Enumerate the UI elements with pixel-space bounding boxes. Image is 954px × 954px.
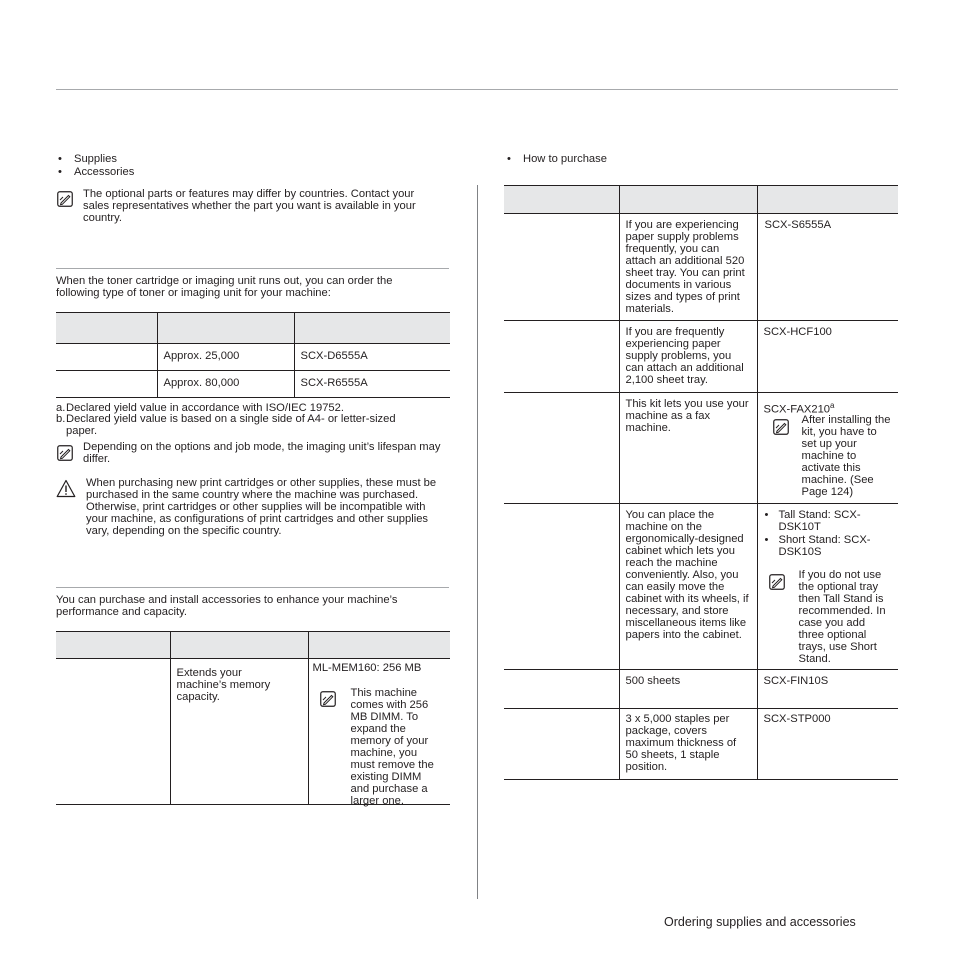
table-row xyxy=(504,321,898,393)
part-cell: SCX-R6555A xyxy=(300,377,368,389)
memory-desc: Extends your machine’s memory capacity. xyxy=(176,667,271,703)
supplies-intro: When the toner cartridge or imaging unit runs out, you can order the following type of toner or imaging unit for your machine: xyxy=(56,275,393,299)
list-item: Short Stand: SCX-DSK10S xyxy=(778,534,871,558)
footer-title: Ordering supplies and accessories xyxy=(664,915,856,929)
option-desc: 3 x 5,000 staples per package, covers maximum thickness of 50 sheets, 1 staple position. xyxy=(625,713,737,773)
footnote-a: Declared yield value in accordance with ISO/IEC 19752. xyxy=(66,402,344,414)
option-part: SCX-FAX210 xyxy=(763,403,831,416)
stand-note: If you do not use the optional tray then Tall Stand is recommended. In case you add three optional trays, use Short Stand. xyxy=(798,569,886,665)
option-desc: 500 sheets xyxy=(625,675,681,687)
footnote-b-mark: b. xyxy=(56,413,66,425)
option-desc: If you are frequently experiencing paper supply problems, you can attach an additional 2,100 sheet tray. xyxy=(625,326,744,386)
supplies-table xyxy=(56,312,450,398)
note-pencil-icon xyxy=(57,191,73,207)
note-lifespan: Depending on the options and job mode, the imaging unit’s lifespan may differ. xyxy=(83,441,441,465)
note-pencil-icon xyxy=(773,419,789,435)
table-row xyxy=(504,214,898,321)
table-row xyxy=(56,371,450,398)
option-desc: This kit lets you use your machine as a fax machine. xyxy=(625,398,749,434)
option-desc: You can place the machine on the ergonomically-designed cabinet which lets you reach the machine conveniently. Also, you can easily move the cabinet with its wheels, if necessary, and store miscellaneous items like papers into the cabinet. xyxy=(625,509,749,641)
note-pencil-icon xyxy=(57,445,73,461)
table-row: You can place the machine on the ergonomically-designed cabinet which lets you reach the machine conveniently. Also, you can easily move the cabinet with its wheels, if necessary, and store miscellaneous items like papers into the cabinet. Tall Stand: SCX-DSK10T • Short Stand: SCX-DSK10S • If you do not use the optional tray then Tall Stand is recommended. In case you add three optional trays, use Short Stand. xyxy=(504,504,898,670)
note-pencil-icon xyxy=(320,691,336,707)
table-row xyxy=(504,670,898,709)
bullet-accessories: • Accessories xyxy=(74,166,134,179)
bullet-how-to-purchase: • How to purchase xyxy=(523,153,607,166)
list-item: Tall Stand: SCX-DSK10T xyxy=(778,509,861,533)
option-part: SCX-FIN10S xyxy=(763,675,829,687)
caution-triangle-icon xyxy=(56,479,76,498)
accessories-table-header xyxy=(56,632,450,659)
memory-part: ML-MEM160: 256 MB xyxy=(312,662,422,674)
section-rule-supplies xyxy=(56,268,449,269)
footnote-b: Declared yield value is based on a single side of A4- or letter-sized paper. xyxy=(66,413,396,437)
footnote-mark: a xyxy=(830,401,835,410)
memory-note: This machine comes with 256 MB DIMM. To expand the memory of your machine, you must remove the existing DIMM and purchase a larger one. xyxy=(350,687,434,807)
part-cell: SCX-D6555A xyxy=(300,350,368,362)
table-row xyxy=(56,659,450,805)
accessories-table xyxy=(56,631,450,805)
bullet-supplies: • Supplies xyxy=(74,153,117,166)
header-rule xyxy=(56,89,898,90)
fax-note: After installing the kit, you have to set up your machine to activate this machine. (See Page 124) xyxy=(801,414,891,498)
right-table-header xyxy=(504,186,898,214)
table-row xyxy=(56,344,450,371)
table-row xyxy=(504,709,898,780)
note-optional-parts: The optional parts or features may differ by countries. Contact your sales representatives whether the part you want is available in your country. xyxy=(83,188,416,224)
yield-cell: Approx. 80,000 xyxy=(163,377,240,389)
accessories-table-right xyxy=(504,185,898,780)
table-row xyxy=(504,393,898,504)
option-part: SCX-S6555A xyxy=(764,219,832,231)
accessories-intro: You can purchase and install accessories to enhance your machine’s performance and capacity. xyxy=(56,594,398,618)
option-desc: If you are experiencing paper supply problems frequently, you can attach an additional 520 sheet tray. You can print documents in various sizes and types of print materials. xyxy=(625,219,745,315)
option-part: SCX-HCF100 xyxy=(763,326,832,338)
column-divider xyxy=(477,185,478,899)
supplies-table-header xyxy=(56,313,450,344)
footnote-a-mark: a. xyxy=(56,402,66,414)
section-rule-accessories xyxy=(56,587,449,588)
option-part: SCX-STP000 xyxy=(763,713,831,725)
caution-purchase: When purchasing new print cartridges or other supplies, these must be purchased in the same country where the machine was purchased. Otherwise, print cartridges or other supplies will be incompatible with your machine, as configurations of print cartridges and other supplies vary, depending on the specific country. xyxy=(86,477,437,537)
note-pencil-icon xyxy=(769,574,785,590)
yield-cell: Approx. 25,000 xyxy=(163,350,240,362)
